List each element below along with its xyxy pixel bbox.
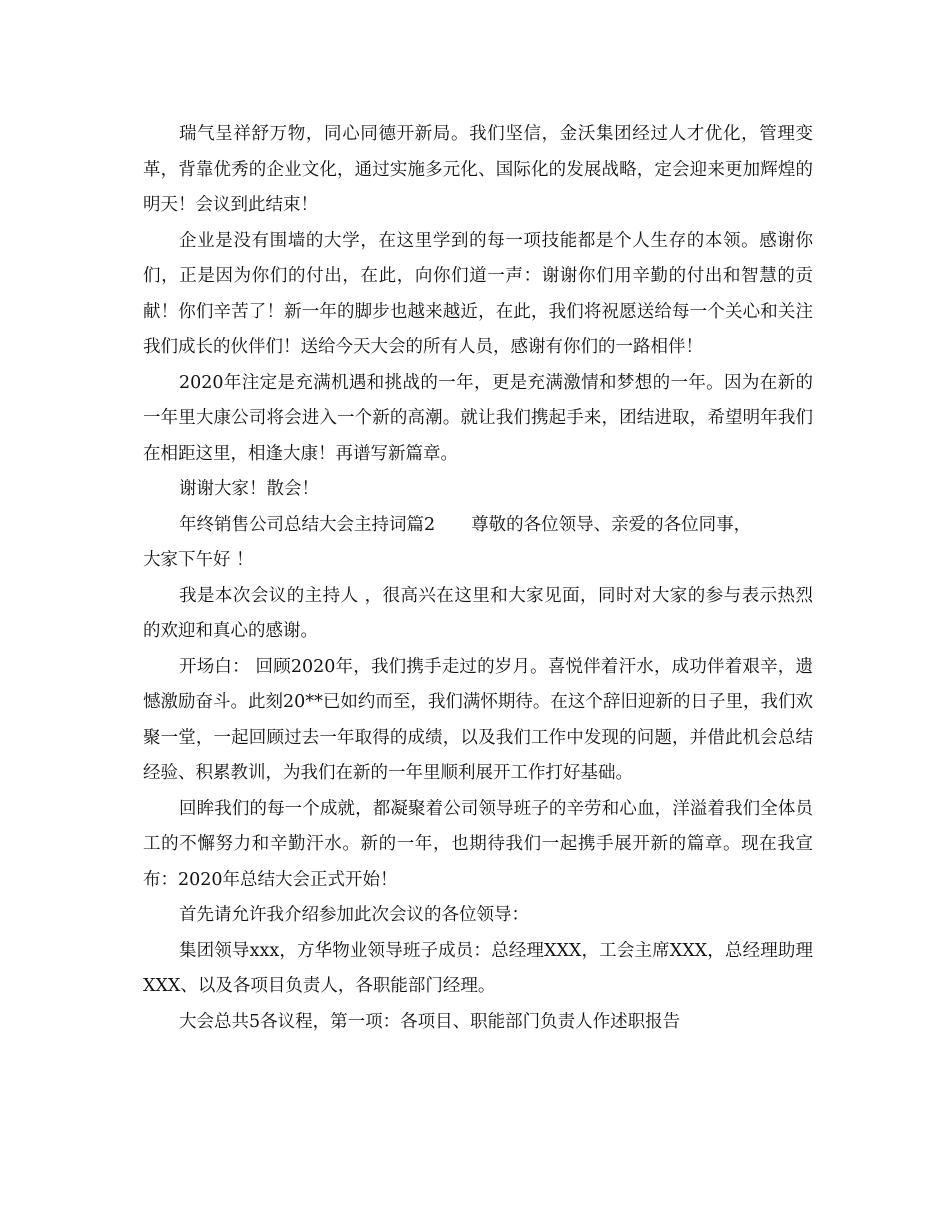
paragraph-leader-list: 集团领导xxx，方华物业领导班子成员：总经理XXX，工会主席XXX，总经理助理XXX、以及各项目负责人，各职能部门经理。 (143, 940, 813, 996)
greeting-continuation: 大家下午好 ！ (143, 550, 254, 570)
section-heading-line (143, 508, 813, 544)
paragraph-opening: 开场白： 回顾2020年，我们携手走过的岁月。喜悦伴着汗水，成功伴着艰辛，遗憾激励奋斗。此刻20**已如约而至，我们满怀期待。在这个辞旧迎新的日子里，我们欢聚一堂，一起回顾过去一年取得的成绩，以及我们工作中发现的问题，并借此机会总结经验、积累教训，为我们在新的一年里顺利展开工作打好基础。 (143, 656, 813, 783)
paragraph-2020-outlook: 2020年注定是充满机遇和挑战的一年，更是充满激情和梦想的一年。因为在新的一年里大康公司将会进入一个新的高潮。就让我们携起手来，团结进取，希望明年我们在相距这里，相逢大康！再谱写新篇章。 (143, 372, 813, 464)
paragraph-closing-remarks: 瑞气呈祥舒万物，同心同德开新局。我们坚信，金沃集团经过人才优化，管理变革，背靠优秀的企业文化，通过实施多元化、国际化的发展战略，定会迎来更加辉煌的明天！会议到此结束！ (143, 124, 813, 215)
paragraph-leader-intro: 首先请允许我介绍参加此次会议的各位领导： (179, 905, 529, 925)
document-body (143, 117, 813, 1040)
section-title: 年终销售公司总结大会主持词篇2 (179, 514, 436, 535)
greeting-text: 尊敬的各位领导、亲爱的各位同事， (471, 514, 752, 535)
paragraph-achievements: 回眸我们的每一个成就，都凝聚着公司领导班子的辛劳和心血，洋溢着我们全体员工的不懈努力和辛勤汗水。新的一年，也期待我们一起携手展开新的篇章。现在我宣布：2020年总结大会正式开始！ (143, 798, 813, 890)
paragraph-thanks: 企业是没有围墙的大学，在这里学到的每一项技能都是个人生存的本领。感谢你们，正是因为你们的付出，在此，向你们道一声：谢谢你们用辛勤的付出和智慧的贡献！你们辛苦了！新一年的脚步也越来越近，在此，我们将祝愿送给每一个关心和关注我们成长的伙伴们！送给今天大会的所有人员，感谢有你们的一路相伴！ (143, 230, 813, 357)
paragraph-dismissal: 谢谢大家！散会！ (179, 479, 319, 499)
paragraph-agenda: 大会总共5各议程，第一项：各项目、职能部门负责人作述职报告 (179, 1011, 681, 1032)
paragraph-host-intro: 我是本次会议的主持人 ，很高兴在这里和大家见面，同时对大家的参与表示热烈的欢迎和真心的感谢。 (143, 585, 813, 641)
